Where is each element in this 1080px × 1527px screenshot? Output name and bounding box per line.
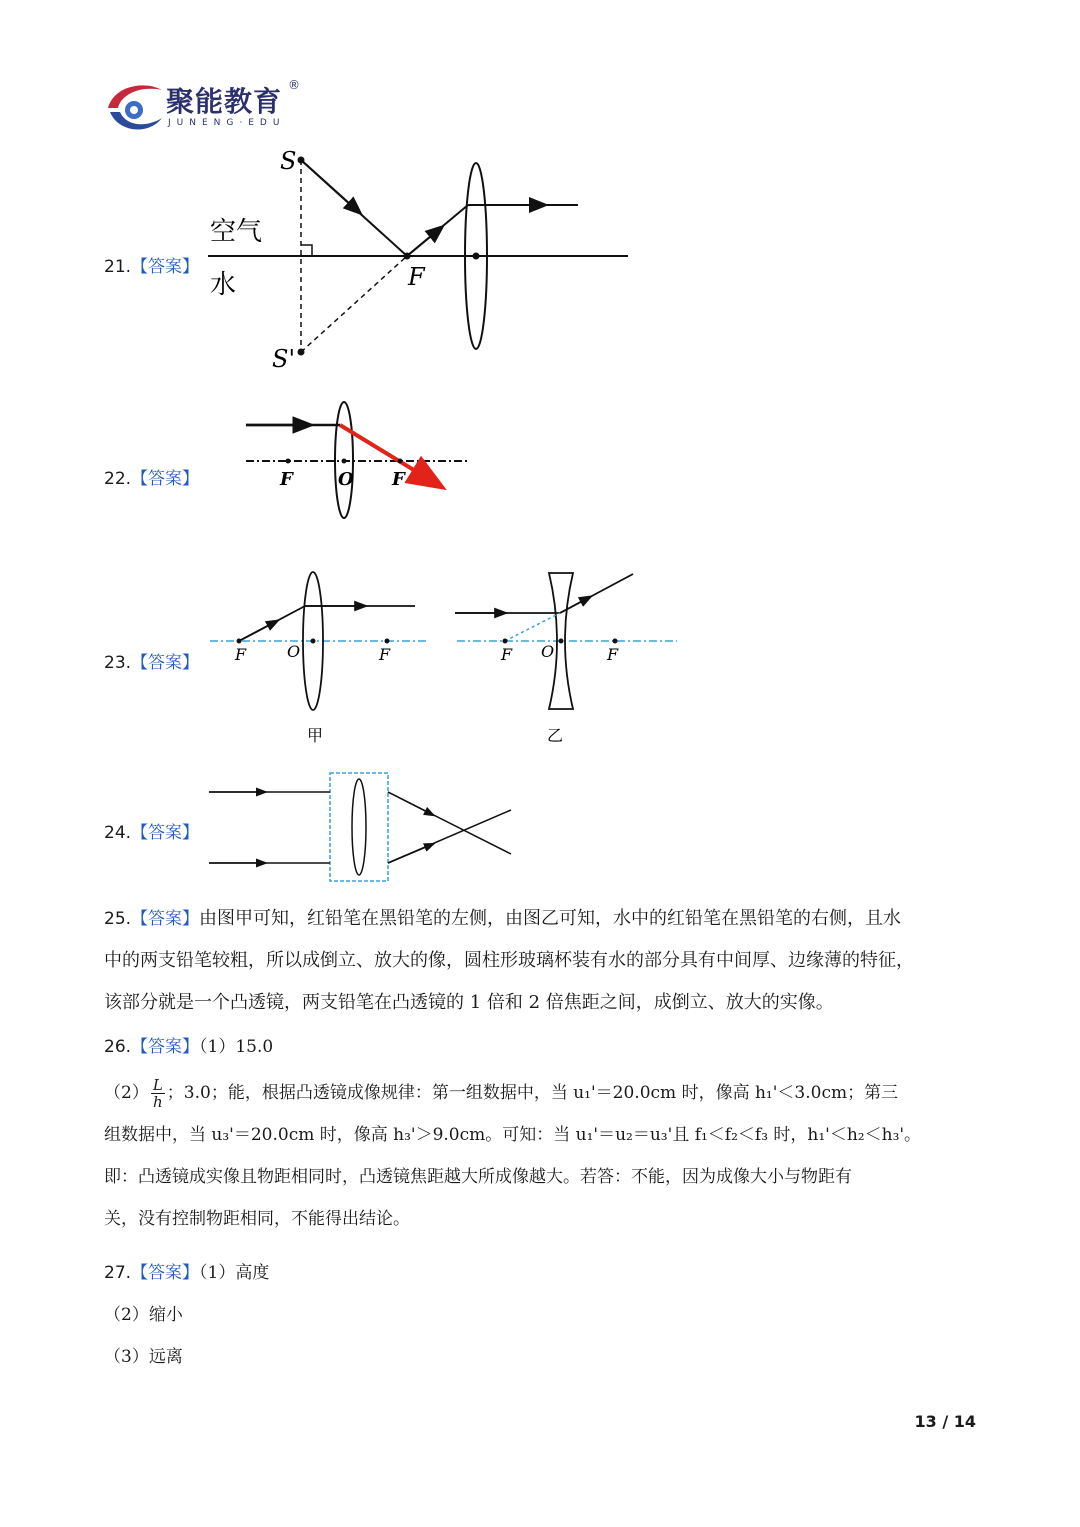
label-o: O [541, 642, 555, 661]
label-s-prime: S' [272, 345, 296, 373]
question-21-label [104, 252, 199, 277]
label-f1: F [501, 645, 513, 664]
question-27-answer [104, 1252, 984, 1378]
answer-part-1: （1）15.0 [199, 1037, 274, 1057]
answer-part-2: （2）缩小 [104, 1305, 183, 1325]
q24-diagram [205, 768, 525, 888]
label-s: S [280, 147, 297, 175]
question-25-answer [104, 898, 984, 1024]
answer-line: ；3.0；能，根据凸透镜成像规律：第一组数据中，当 u₁'＝20.0cm 时，像高 h₁'＜3.0cm；第三 [166, 1083, 899, 1103]
answer-line: 中的两支铅笔较粗，所以成倒立、放大的像，圆柱形玻璃杯装有水的部分具有中间厚、边缘薄的特征， [104, 950, 914, 971]
q23-right-concave [455, 573, 677, 745]
question-23-label [104, 648, 199, 673]
brand-registered-mark: ® [288, 78, 300, 92]
page-number: 13 / 14 [914, 1412, 976, 1431]
question-number: 22. [104, 469, 132, 489]
question-number: 27. [104, 1263, 132, 1283]
answer-tag: 【答案】 [131, 257, 200, 277]
answer-line: 该部分就是一个凸透镜，两支铅笔在凸透镜的 1 倍和 2 倍焦距之间，成倒立、放大的实像。 [104, 992, 834, 1013]
brand-name: 聚能教育 [166, 85, 283, 118]
q23-left-convex [210, 572, 427, 745]
question-24-label [104, 818, 199, 843]
refracted-ray-red [340, 425, 440, 486]
label-f-right: F [392, 469, 405, 490]
answer-tag: 【答案】 [131, 653, 200, 673]
answer-line: 由图甲可知，红铅笔在黑铅笔的左侧，由图乙可知，水中的红铅笔在黑铅笔的右侧，且水 [199, 908, 902, 929]
question-number: 24. [104, 823, 132, 843]
question-number: 26. [104, 1037, 132, 1057]
answer-tag: 【答案】 [131, 823, 200, 843]
q22-diagram [240, 400, 480, 525]
label-f2: F [607, 645, 619, 664]
brand-logo-icon [104, 78, 166, 138]
answer-tag: 【答案】 [131, 909, 200, 929]
label-f1: F [235, 645, 247, 664]
answer-tag: 【答案】 [131, 1037, 200, 1057]
q21-diagram [200, 145, 640, 375]
virtual-ray-dashed [301, 256, 407, 352]
q23-diagram [205, 568, 685, 748]
question-number: 23. [104, 653, 132, 673]
answer-tag: 【答案】 [131, 1263, 200, 1283]
question-number: 25. [104, 909, 132, 929]
answer-line: 组数据中，当 u₃'＝20.0cm 时，像高 h₃'＞9.0cm。可知：当 u₁'＝u₂＝u₃'且 f₁＜f₂＜f₃ 时，h₁'＜h₂＜h₃'。 [104, 1125, 922, 1145]
caption-yi: 乙 [547, 726, 564, 745]
answer-part-2-prefix: （2） [104, 1083, 149, 1103]
answer-tag: 【答案】 [131, 469, 200, 489]
brand-subtitle: JUNENG·EDU [168, 118, 286, 128]
label-o: O [338, 469, 354, 490]
label-water: 水 [210, 270, 237, 300]
question-number: 21. [104, 257, 132, 277]
question-26-answer [104, 1026, 984, 1240]
right-angle-mark [301, 245, 312, 256]
question-22-label [104, 464, 199, 489]
label-f2: F [379, 645, 391, 664]
answer-line: 关，没有控制物距相同，不能得出结论。 [104, 1209, 410, 1229]
answer-part-1: （1）高度 [199, 1263, 270, 1283]
label-f-left: F [280, 469, 293, 490]
caption-jia: 甲 [307, 726, 324, 745]
label-air: 空气 [210, 217, 263, 247]
label-o: O [287, 642, 301, 661]
answer-part-3: （3）远离 [104, 1347, 183, 1367]
convex-lens [352, 779, 366, 875]
fraction-l-over-h: $\frac{L}{h}$ [152, 1076, 163, 1111]
label-f: F [408, 263, 425, 291]
answer-line: 即：凸透镜成实像且物距相同时，凸透镜焦距越大所成像越大。若答：不能，因为成像大小与物距有 [104, 1167, 852, 1187]
lens-box [330, 773, 388, 881]
